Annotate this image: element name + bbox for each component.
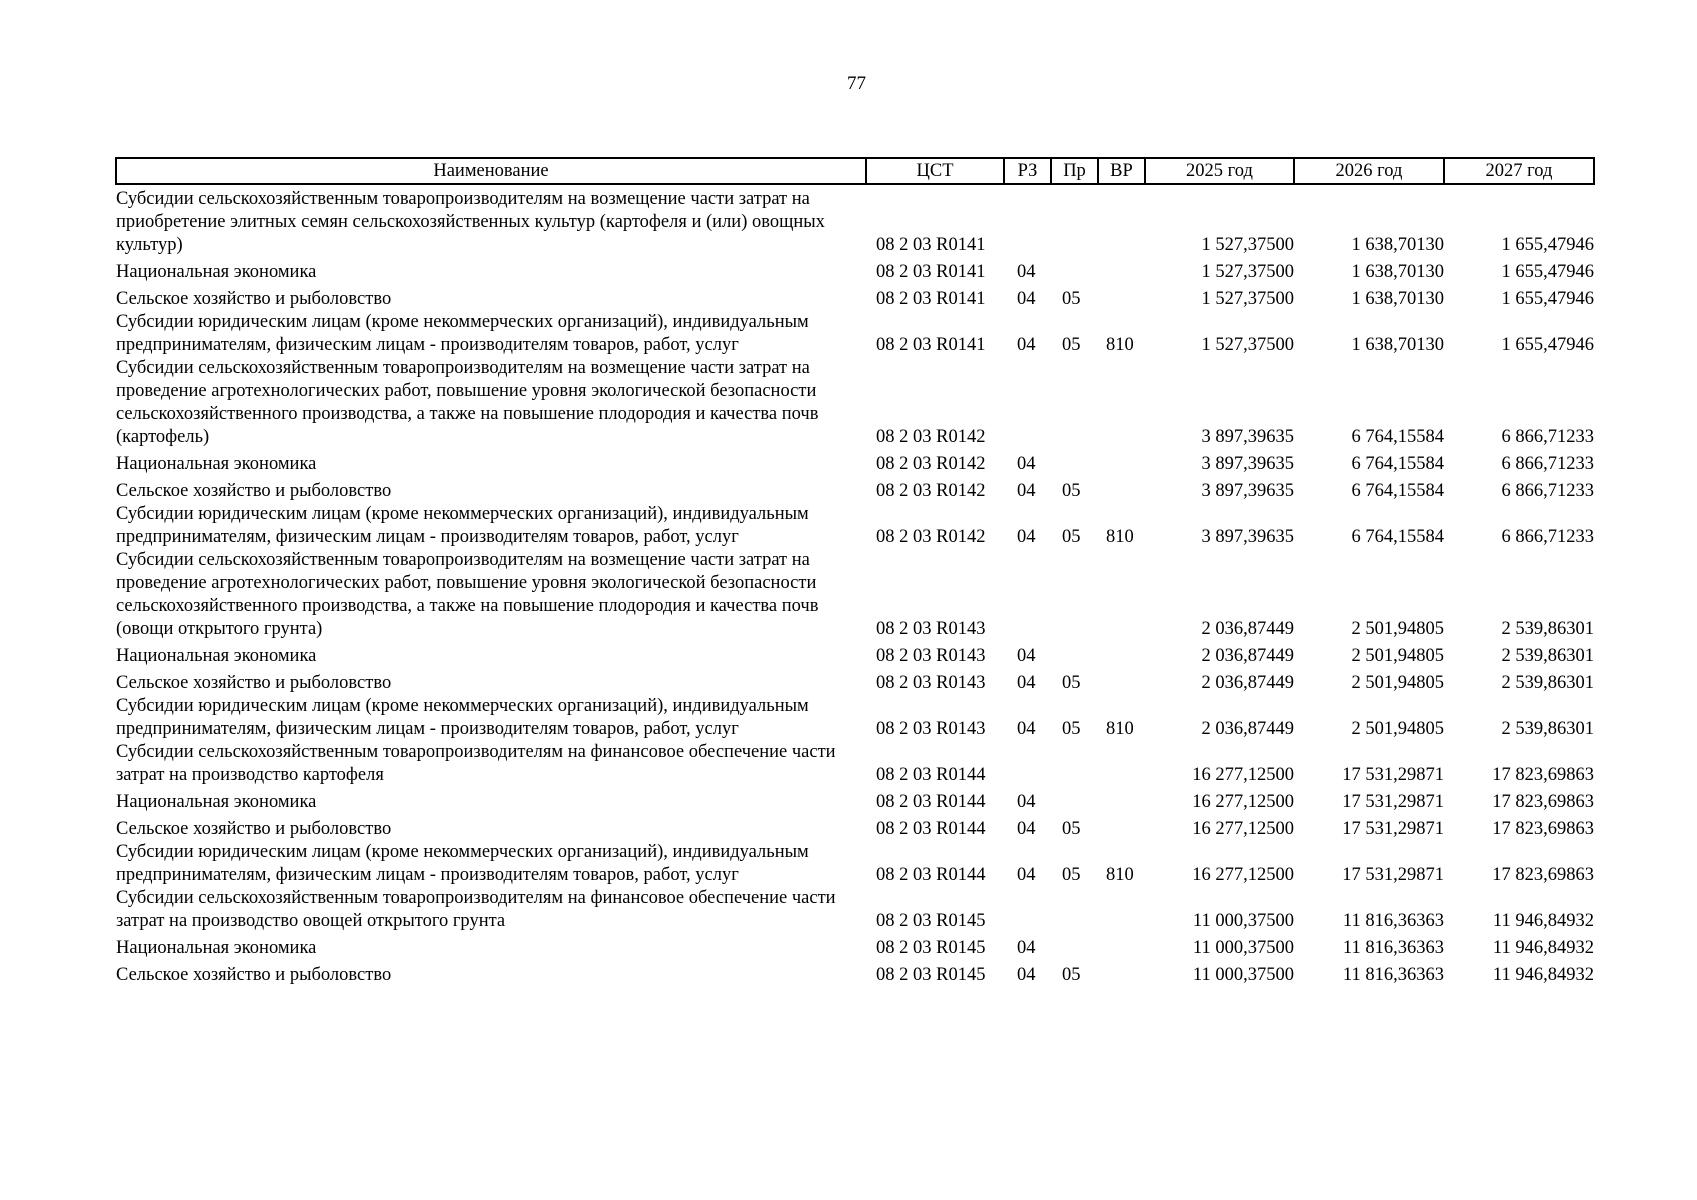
cell-pr: [1051, 787, 1098, 814]
table-row: [116, 449, 1594, 476]
cell-pr: 05: [1062, 865, 1081, 885]
cell-vr: [1098, 284, 1145, 311]
cell-2027: 1 655,47946: [1501, 335, 1594, 355]
cell-2025: 1 527,37500: [1201, 335, 1294, 355]
header-2025: 2025 год: [1145, 158, 1294, 184]
cell-pr: 05: [1062, 819, 1081, 839]
table-row: [116, 841, 1594, 887]
cell-name: Сельское хозяйство и рыболовство: [116, 965, 392, 985]
cell-2026: 2 501,94805: [1351, 719, 1444, 739]
cell-cst: 08 2 03 R0143: [876, 673, 986, 693]
cell-2027: 11 946,84932: [1492, 911, 1594, 931]
cell-vr: [1098, 257, 1145, 284]
cell-pr: [1051, 741, 1098, 787]
cell-name: Субсидии юридическим лицам (кроме некоммерческих организаций), индивидуальным предпринимателям, физическим лицам - производителям товаров, работ, услуг: [116, 312, 809, 355]
cell-pr: [1051, 449, 1098, 476]
cell-rz: 04: [1017, 481, 1036, 501]
cell-vr: 810: [1106, 335, 1134, 355]
cell-2025: 2 036,87449: [1201, 619, 1294, 639]
cell-name: Сельское хозяйство и рыболовство: [116, 289, 392, 309]
cell-2025: 11 000,37500: [1192, 911, 1294, 931]
cell-2025: 2 036,87449: [1201, 719, 1294, 739]
table-row: [116, 695, 1594, 741]
cell-pr: 05: [1062, 481, 1081, 501]
table-row: [116, 503, 1594, 549]
cell-name: Субсидии сельскохозяйственным товаропроизводителям на возмещение части затрат на приобретение элитных семян сельскохозяйственных культур (картофеля и (или) овощных культур): [116, 189, 825, 255]
cell-vr: [1098, 741, 1145, 787]
table-row: [116, 741, 1594, 787]
cell-pr: 05: [1062, 965, 1081, 985]
cell-pr: [1051, 257, 1098, 284]
cell-rz: 04: [1017, 673, 1036, 693]
cell-cst: 08 2 03 R0142: [876, 527, 986, 547]
cell-vr: 810: [1106, 719, 1134, 739]
cell-cst: 08 2 03 R0141: [876, 289, 986, 309]
cell-2027: 17 823,69863: [1492, 819, 1594, 839]
cell-pr: 05: [1062, 527, 1081, 547]
cell-2027: 6 866,71233: [1501, 454, 1594, 474]
cell-cst: 08 2 03 R0141: [876, 335, 986, 355]
cell-cst: 08 2 03 R0141: [876, 262, 986, 282]
cell-cst: 08 2 03 R0141: [876, 235, 986, 255]
cell-rz: 04: [1017, 527, 1036, 547]
cell-name: Субсидии юридическим лицам (кроме некоммерческих организаций), индивидуальным предпринимателям, физическим лицам - производителям товаров, работ, услуг: [116, 842, 809, 885]
table-row: [116, 814, 1594, 841]
table-row: [116, 476, 1594, 503]
cell-cst: 08 2 03 R0144: [876, 765, 986, 785]
cell-name: Национальная экономика: [116, 938, 317, 958]
cell-name: Субсидии сельскохозяйственным товаропроизводителям на возмещение части затрат на проведение агротехнологических работ, повышение уровня экологической безопасности сельскохозяйственного производства, а также на повышение плодородия и качества почв (овощи открытого грунта): [116, 550, 819, 639]
cell-vr: [1098, 476, 1145, 503]
cell-2027: 17 823,69863: [1492, 792, 1594, 812]
header-pr: Пр: [1051, 158, 1098, 184]
cell-cst: 08 2 03 R0144: [876, 819, 986, 839]
budget-table: [115, 157, 1595, 987]
cell-rz: 04: [1017, 819, 1036, 839]
cell-2026: 2 501,94805: [1351, 619, 1444, 639]
cell-vr: [1098, 357, 1145, 449]
table-row: [116, 549, 1594, 641]
cell-vr: [1098, 641, 1145, 668]
cell-name: Национальная экономика: [116, 262, 317, 282]
cell-2026: 6 764,15584: [1351, 427, 1444, 447]
cell-name: Субсидии юридическим лицам (кроме некоммерческих организаций), индивидуальным предпринимателям, физическим лицам - производителям товаров, работ, услуг: [116, 696, 809, 739]
cell-2027: 17 823,69863: [1492, 765, 1594, 785]
cell-cst: 08 2 03 R0142: [876, 481, 986, 501]
cell-cst: 08 2 03 R0145: [876, 911, 986, 931]
cell-2027: 2 539,86301: [1501, 619, 1594, 639]
cell-name: Сельское хозяйство и рыболовство: [116, 481, 392, 501]
table-row: [116, 311, 1594, 357]
cell-2027: 6 866,71233: [1501, 527, 1594, 547]
cell-rz: [1004, 184, 1051, 257]
cell-2025: 3 897,39635: [1201, 481, 1294, 501]
cell-pr: [1051, 357, 1098, 449]
cell-2026: 1 638,70130: [1351, 289, 1444, 309]
cell-2025: 16 277,12500: [1192, 792, 1294, 812]
page-number: 77: [847, 73, 866, 94]
header-cst: ЦСТ: [866, 158, 1004, 184]
cell-vr: [1098, 668, 1145, 695]
cell-2027: 1 655,47946: [1501, 262, 1594, 282]
table-row: [116, 933, 1594, 960]
cell-name: Субсидии сельскохозяйственным товаропроизводителям на финансовое обеспечение части затрат на производство картофеля: [116, 742, 836, 785]
cell-2025: 2 036,87449: [1201, 673, 1294, 693]
cell-vr: [1098, 449, 1145, 476]
cell-rz: [1004, 357, 1051, 449]
cell-rz: 04: [1017, 646, 1036, 666]
cell-cst: 08 2 03 R0145: [876, 938, 986, 958]
cell-2027: 6 866,71233: [1501, 481, 1594, 501]
cell-cst: 08 2 03 R0145: [876, 965, 986, 985]
cell-2026: 17 531,29871: [1342, 865, 1444, 885]
cell-2026: 1 638,70130: [1351, 262, 1444, 282]
cell-rz: 04: [1017, 965, 1036, 985]
cell-2026: 11 816,36363: [1342, 938, 1444, 958]
cell-rz: 04: [1017, 719, 1036, 739]
cell-2026: 11 816,36363: [1342, 911, 1444, 931]
cell-vr: [1098, 960, 1145, 987]
cell-2027: 17 823,69863: [1492, 865, 1594, 885]
cell-cst: 08 2 03 R0142: [876, 427, 986, 447]
cell-2027: 6 866,71233: [1501, 427, 1594, 447]
cell-2026: 6 764,15584: [1351, 454, 1444, 474]
header-rz: РЗ: [1004, 158, 1051, 184]
cell-rz: 04: [1017, 335, 1036, 355]
cell-cst: 08 2 03 R0144: [876, 792, 986, 812]
cell-rz: 04: [1017, 454, 1036, 474]
cell-name: Национальная экономика: [116, 792, 317, 812]
cell-name: Субсидии сельскохозяйственным товаропроизводителям на возмещение части затрат на проведение агротехнологических работ, повышение уровня экологической безопасности сельскохозяйственного производства, а также на повышение плодородия и качества почв (картофель): [116, 358, 819, 447]
cell-rz: 04: [1017, 938, 1036, 958]
cell-2026: 17 531,29871: [1342, 765, 1444, 785]
cell-name: Сельское хозяйство и рыболовство: [116, 673, 392, 693]
table-row: [116, 641, 1594, 668]
cell-2026: 2 501,94805: [1351, 646, 1444, 666]
cell-2026: 2 501,94805: [1351, 673, 1444, 693]
cell-rz: 04: [1017, 262, 1036, 282]
cell-2025: 11 000,37500: [1192, 965, 1294, 985]
cell-2027: 2 539,86301: [1501, 673, 1594, 693]
cell-2025: 16 277,12500: [1192, 765, 1294, 785]
table-row: [116, 668, 1594, 695]
header-2027: 2027 год: [1444, 158, 1594, 184]
cell-name: Национальная экономика: [116, 454, 317, 474]
cell-vr: 810: [1106, 527, 1134, 547]
cell-name: Сельское хозяйство и рыболовство: [116, 819, 392, 839]
table-row: [116, 960, 1594, 987]
table-row: [116, 184, 1594, 257]
table-row: [116, 887, 1594, 933]
cell-2025: 16 277,12500: [1192, 819, 1294, 839]
cell-2026: 17 531,29871: [1342, 819, 1444, 839]
table-body: [116, 184, 1594, 987]
cell-cst: 08 2 03 R0142: [876, 454, 986, 474]
cell-2025: 3 897,39635: [1201, 527, 1294, 547]
cell-rz: [1004, 549, 1051, 641]
cell-2026: 1 638,70130: [1351, 335, 1444, 355]
cell-2027: 11 946,84932: [1492, 938, 1594, 958]
cell-2025: 2 036,87449: [1201, 646, 1294, 666]
cell-2025: 3 897,39635: [1201, 454, 1294, 474]
cell-vr: [1098, 787, 1145, 814]
table-row: [116, 284, 1594, 311]
cell-name: Субсидии сельскохозяйственным товаропроизводителям на финансовое обеспечение части затрат на производство овощей открытого грунта: [116, 888, 836, 931]
cell-pr: 05: [1062, 673, 1081, 693]
cell-vr: [1098, 814, 1145, 841]
cell-vr: [1098, 933, 1145, 960]
header-vr: ВР: [1098, 158, 1145, 184]
cell-2026: 6 764,15584: [1351, 527, 1444, 547]
cell-pr: [1051, 933, 1098, 960]
cell-pr: [1051, 184, 1098, 257]
header-2026: 2026 год: [1294, 158, 1444, 184]
cell-pr: 05: [1062, 719, 1081, 739]
cell-rz: 04: [1017, 792, 1036, 812]
cell-2026: 6 764,15584: [1351, 481, 1444, 501]
cell-pr: [1051, 887, 1098, 933]
cell-2027: 11 946,84932: [1492, 965, 1594, 985]
cell-vr: [1098, 887, 1145, 933]
table-header-row: [116, 158, 1594, 184]
cell-2025: 1 527,37500: [1201, 235, 1294, 255]
cell-2027: 1 655,47946: [1501, 289, 1594, 309]
cell-2027: 2 539,86301: [1501, 719, 1594, 739]
cell-cst: 08 2 03 R0143: [876, 646, 986, 666]
cell-cst: 08 2 03 R0144: [876, 865, 986, 885]
table-row: [116, 357, 1594, 449]
cell-2026: 11 816,36363: [1342, 965, 1444, 985]
cell-pr: 05: [1062, 289, 1081, 309]
cell-2027: 2 539,86301: [1501, 646, 1594, 666]
cell-pr: 05: [1062, 335, 1081, 355]
cell-2027: 1 655,47946: [1501, 235, 1594, 255]
cell-pr: [1051, 549, 1098, 641]
cell-rz: 04: [1017, 865, 1036, 885]
table-row: [116, 787, 1594, 814]
cell-rz: [1004, 887, 1051, 933]
cell-2025: 1 527,37500: [1201, 289, 1294, 309]
cell-name: Субсидии юридическим лицам (кроме некоммерческих организаций), индивидуальным предпринимателям, физическим лицам - производителям товаров, работ, услуг: [116, 504, 809, 547]
cell-2025: 16 277,12500: [1192, 865, 1294, 885]
cell-2025: 1 527,37500: [1201, 262, 1294, 282]
cell-name: Национальная экономика: [116, 646, 317, 666]
cell-cst: 08 2 03 R0143: [876, 619, 986, 639]
cell-vr: [1098, 549, 1145, 641]
cell-cst: 08 2 03 R0143: [876, 719, 986, 739]
header-name: Наименование: [116, 158, 866, 184]
cell-2026: 17 531,29871: [1342, 792, 1444, 812]
cell-2026: 1 638,70130: [1351, 235, 1444, 255]
table-row: [116, 257, 1594, 284]
cell-vr: 810: [1106, 865, 1134, 885]
cell-2025: 3 897,39635: [1201, 427, 1294, 447]
cell-2025: 11 000,37500: [1192, 938, 1294, 958]
cell-rz: [1004, 741, 1051, 787]
cell-rz: 04: [1017, 289, 1036, 309]
cell-vr: [1098, 184, 1145, 257]
cell-pr: [1051, 641, 1098, 668]
